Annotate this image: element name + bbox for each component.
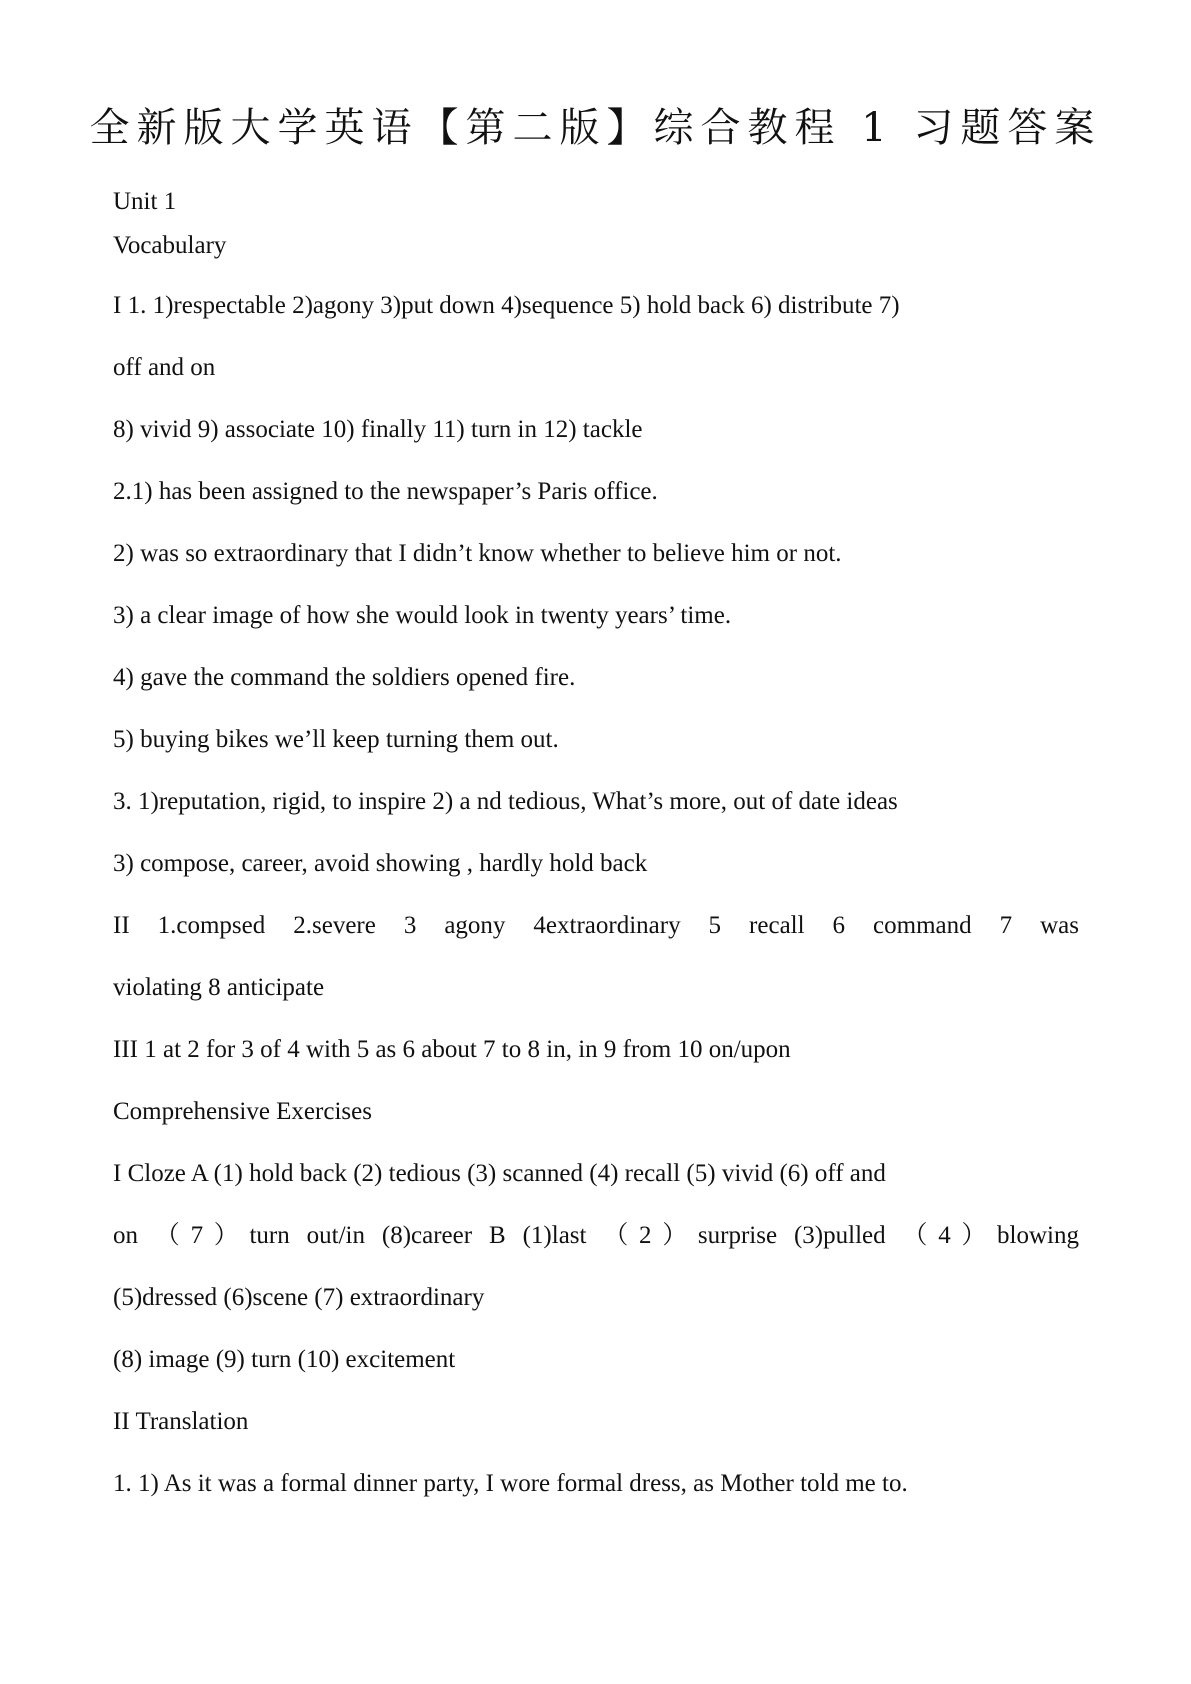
- section-heading-translation: II Translation: [113, 1408, 249, 1435]
- answer-line: off and on: [113, 354, 216, 381]
- answer-line: III 1 at 2 for 3 of 4 with 5 as 6 about 7 to 8 in, in 9 from 10 on/upon: [113, 1036, 791, 1063]
- answer-line: 5) buying bikes we’ll keep turning them out.: [113, 726, 559, 753]
- answer-line: 3) a clear image of how she would look in twenty years’ time.: [113, 602, 732, 629]
- answer-line: 1. 1) As it was a formal dinner party, I wore formal dress, as Mother told me to.: [113, 1470, 908, 1497]
- answer-line: II 1.compsed 2.severe 3 agony 4extraordinary 5 recall 6 command 7 was: [113, 912, 1079, 939]
- answer-line: (5)dressed (6)scene (7) extraordinary: [113, 1284, 485, 1311]
- answer-line: 3) compose, career, avoid showing , hardly hold back: [113, 850, 648, 877]
- section-heading-comprehensive: Comprehensive Exercises: [113, 1098, 372, 1125]
- answer-line: 2) was so extraordinary that I didn’t know whether to believe him or not.: [113, 540, 842, 567]
- answer-line: on （7）turn out/in (8)career B (1)last （2）surprise (3)pulled （4）blowing: [113, 1222, 1079, 1249]
- answer-line: 2.1) has been assigned to the newspaper’s Paris office.: [113, 478, 658, 505]
- answer-line: 8) vivid 9) associate 10) finally 11) turn in 12) tackle: [113, 416, 643, 443]
- answer-line: (8) image (9) turn (10) excitement: [113, 1346, 456, 1373]
- answer-line: 4) gave the command the soldiers opened fire.: [113, 664, 576, 691]
- answer-line: 3. 1)reputation, rigid, to inspire 2) a nd tedious, What’s more, out of date ideas: [113, 788, 898, 815]
- unit-heading: Unit 1: [113, 188, 177, 215]
- answer-line: I Cloze A (1) hold back (2) tedious (3) scanned (4) recall (5) vivid (6) off and: [113, 1160, 886, 1187]
- answer-line: I 1. 1)respectable 2)agony 3)put down 4)sequence 5) hold back 6) distribute 7): [113, 292, 900, 319]
- answer-line: violating 8 anticipate: [113, 974, 325, 1001]
- document-title: 全新版大学英语【第二版】综合教程 1 习题答案: [89, 105, 1102, 151]
- section-heading-vocabulary: Vocabulary: [113, 232, 227, 259]
